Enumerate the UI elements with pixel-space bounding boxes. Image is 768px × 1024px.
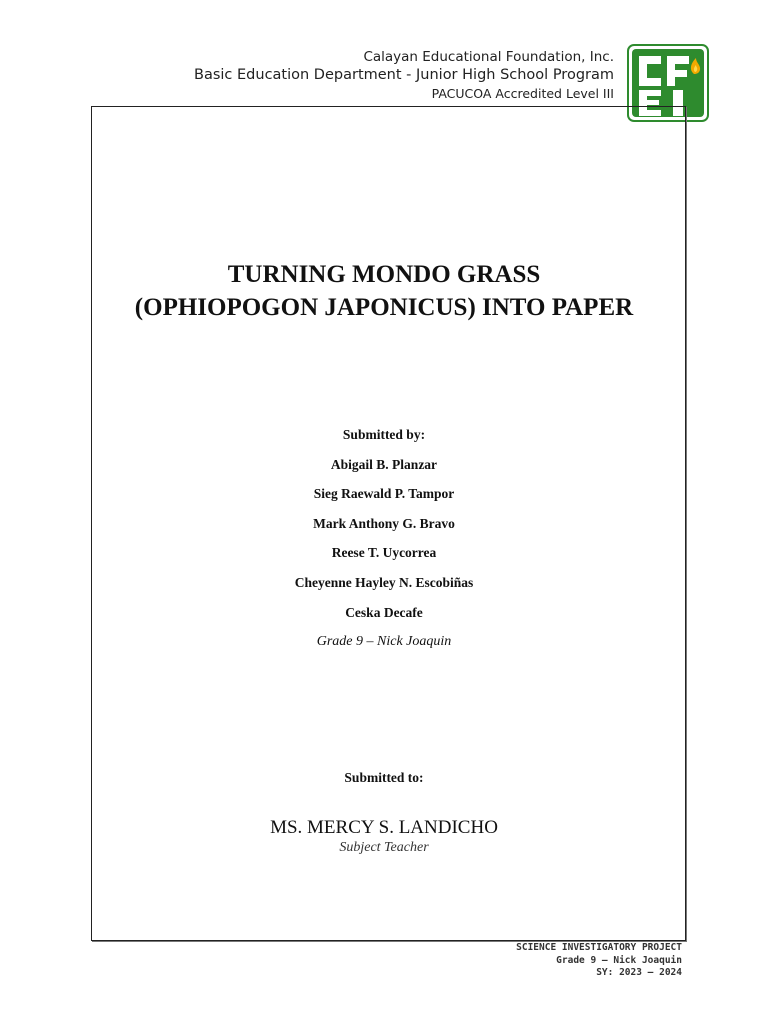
author-name: Sieg Raewald P. Tampor [313, 486, 455, 502]
footer-grade: Grade 9 – Nick Joaquin [556, 954, 682, 966]
title-line-2: (OPHIOPOGON JAPONICUS) INTO PAPER [134, 294, 634, 321]
teacher-role: Subject Teacher [339, 840, 429, 855]
author-name: Mark Anthony G. Bravo [313, 515, 455, 531]
author-name: Abigail B. Planzar [330, 456, 438, 472]
grade-section: Grade 9 – Nick Joaquin [316, 634, 452, 650]
author-name: Reese T. Uycorrea [331, 545, 437, 561]
submitted-by-label: Submitted by: [342, 427, 426, 442]
teacher-name: MS. MERCY S. LANDICHO [270, 817, 498, 838]
document-title [0, 258, 768, 324]
submitted-to-label: Submitted to: [344, 770, 424, 785]
footer-info [516, 942, 682, 980]
letterhead [194, 48, 614, 102]
department-name: Basic Education Department - Junior High School Program [194, 67, 614, 83]
author-name: Ceska Decafe [345, 604, 423, 620]
footer-project: SCIENCE INVESTIGATORY PROJECT [516, 942, 682, 953]
accreditation-text: PACUCOA Accredited Level III [431, 86, 614, 101]
footer-school-year: SY: 2023 – 2024 [596, 967, 682, 978]
title-line-1: TURNING MONDO GRASS [227, 261, 541, 288]
organization-name: Calayan Educational Foundation, Inc. [363, 49, 614, 65]
author-name: Cheyenne Hayley N. Escobiñas [294, 574, 474, 590]
submitted-by-section [0, 426, 768, 663]
